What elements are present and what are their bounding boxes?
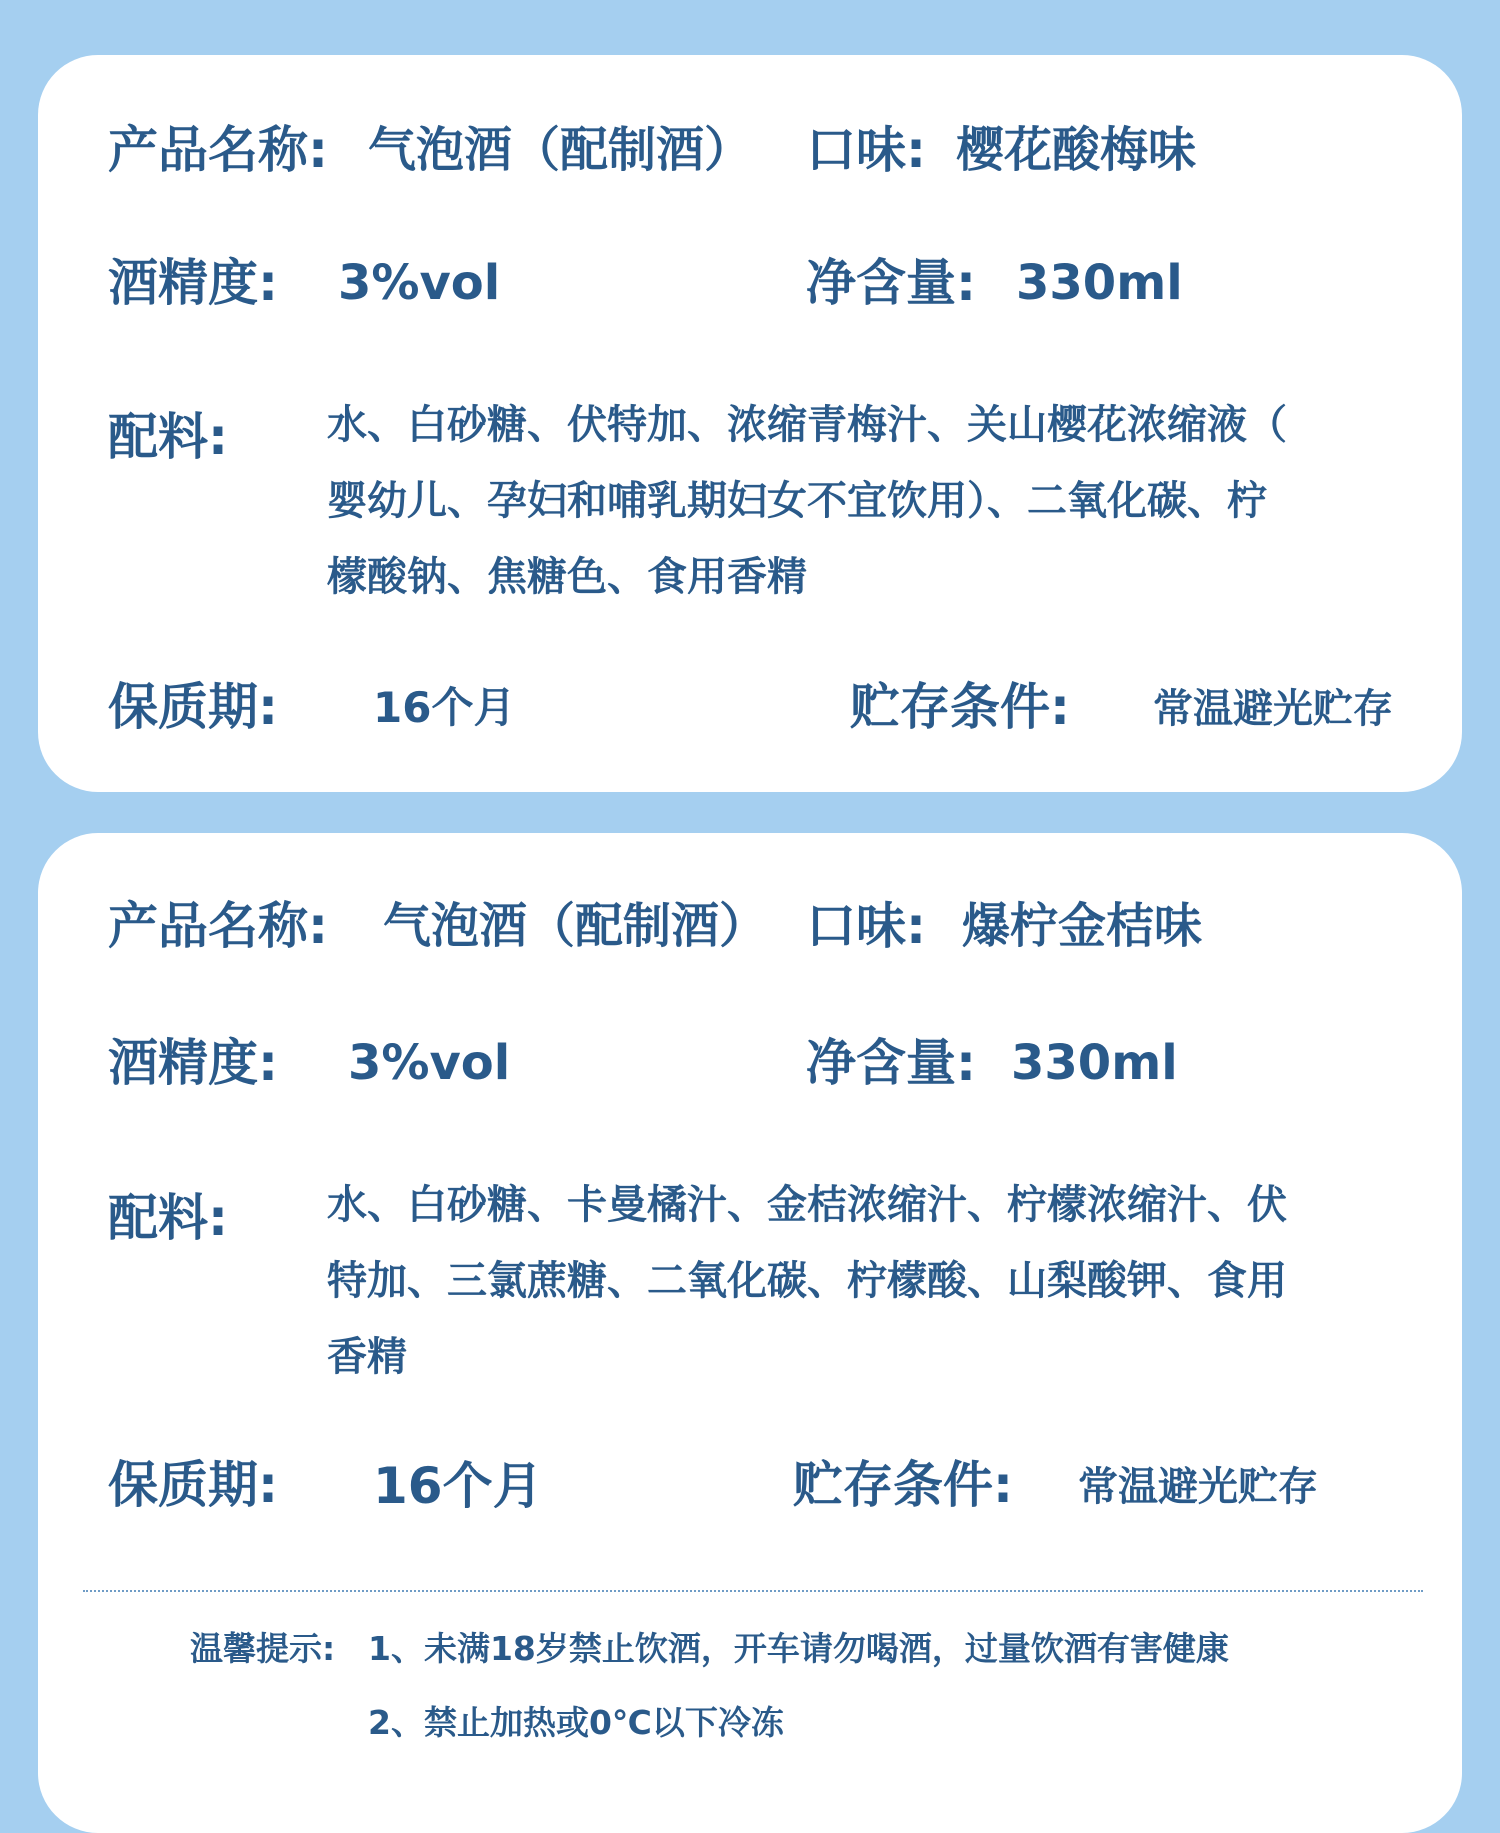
- product-name-label: 产品名称:: [108, 121, 328, 179]
- product-name-label: 产品名称:: [108, 897, 328, 955]
- flavor-value: 爆柠金桔味: [962, 898, 1203, 954]
- storage-label: 贮存条件:: [793, 1456, 1013, 1514]
- ingredients-text: [327, 1167, 1287, 1395]
- product-card-2: [38, 833, 1462, 1833]
- storage-value: 常温避光贮存: [1078, 1464, 1318, 1510]
- ingredients-line: 香精: [327, 1334, 407, 1380]
- ingredients-label: 配料:: [108, 408, 228, 466]
- ingredients-line: 水、白砂糖、伏特加、浓缩青梅汁、关山樱花浓缩液（: [327, 402, 1287, 448]
- volume-label: 净含量:: [806, 1034, 976, 1092]
- abv-value: 3%vol: [348, 1035, 511, 1091]
- abv-label: 酒精度:: [108, 1034, 278, 1092]
- storage-label: 贮存条件:: [850, 678, 1070, 736]
- ingredients-text: [327, 387, 1287, 615]
- tips-line-2: 2、禁止加热或0℃以下冷冻: [368, 1703, 784, 1742]
- tips-label: 温馨提示:: [190, 1629, 336, 1668]
- divider: [83, 1590, 1423, 1592]
- shelf-life-value: 16个月: [373, 1457, 543, 1515]
- abv-label: 酒精度:: [108, 254, 278, 312]
- shelf-life-label: 保质期:: [108, 678, 278, 736]
- flavor-label: 口味:: [806, 897, 926, 955]
- product-name-value: 气泡酒（配制酒）: [368, 122, 753, 178]
- volume-value: 330ml: [1011, 1035, 1178, 1091]
- shelf-life-value: 16个月: [373, 683, 516, 732]
- ingredients-line: 檬酸钠、焦糖色、食用香精: [327, 554, 807, 600]
- flavor-value: 樱花酸梅味: [956, 122, 1197, 178]
- storage-value: 常温避光贮存: [1153, 686, 1393, 732]
- ingredients-line: 水、白砂糖、卡曼橘汁、金桔浓缩汁、柠檬浓缩汁、伏: [327, 1182, 1287, 1228]
- shelf-life-label: 保质期:: [108, 1456, 278, 1514]
- volume-value: 330ml: [1016, 255, 1183, 311]
- volume-label: 净含量:: [806, 254, 976, 312]
- product-card-1: [38, 55, 1462, 792]
- tips-line-1: 1、未满18岁禁止饮酒，开车请勿喝酒，过量饮酒有害健康: [368, 1629, 1229, 1668]
- abv-value: 3%vol: [338, 255, 501, 311]
- product-name-value: 气泡酒（配制酒）: [383, 898, 768, 954]
- ingredients-line: 婴幼儿、孕妇和哺乳期妇女不宜饮用）、二氧化碳、柠: [327, 478, 1267, 524]
- flavor-label: 口味:: [806, 121, 926, 179]
- ingredients-label: 配料:: [108, 1189, 228, 1247]
- ingredients-line: 特加、三氯蔗糖、二氧化碳、柠檬酸、山梨酸钾、食用: [327, 1258, 1287, 1304]
